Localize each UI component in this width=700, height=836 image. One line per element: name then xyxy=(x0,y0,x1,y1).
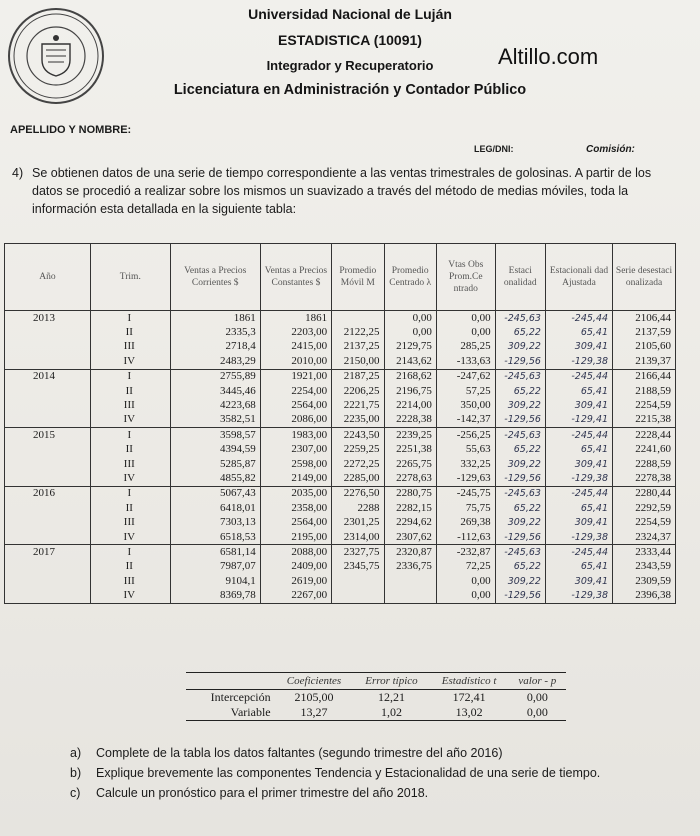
cell-deseasonalized: 2166,44 xyxy=(613,369,676,384)
cell-deseasonalized: 2278,38 xyxy=(613,471,676,486)
cell-year: 2013 xyxy=(5,311,91,326)
cell-deseasonalized: 2139,37 xyxy=(613,354,676,369)
cell-deseasonalized: 2309,59 xyxy=(613,574,676,588)
cell-constant-sales: 2035,00 xyxy=(260,486,331,501)
question-item xyxy=(70,766,690,786)
regression-header-row xyxy=(186,673,566,690)
question-letter: a) xyxy=(70,746,82,760)
header-quarter: Trim. xyxy=(90,244,170,311)
cell-year xyxy=(5,515,91,529)
cell-quarter: II xyxy=(90,325,170,339)
cell-moving-average: 2276,50 xyxy=(332,486,384,501)
cell-deseasonalized: 2343,59 xyxy=(613,560,676,574)
cell-constant-sales: 2195,00 xyxy=(260,530,331,545)
cell-quarter: I xyxy=(90,545,170,560)
cell-constant-sales: 2254,00 xyxy=(260,384,331,398)
cell-moving-average: 2259,25 xyxy=(332,443,384,457)
cell-centered-average: 2307,62 xyxy=(384,530,436,545)
question-list xyxy=(70,746,690,806)
cell-seasonality: -245,63 xyxy=(495,545,545,560)
cell-obs-ratio: -133,63 xyxy=(436,354,495,369)
cell-moving-average: 2285,00 xyxy=(332,471,384,486)
cell-obs-ratio: 0,00 xyxy=(436,574,495,588)
table-row xyxy=(5,340,676,354)
cell-adjusted-seasonality: 65,41 xyxy=(545,501,612,515)
cell-constant-sales: 2409,00 xyxy=(260,560,331,574)
cell-centered-average: 2336,75 xyxy=(384,560,436,574)
cell-centered-average: 2278,63 xyxy=(384,471,436,486)
cell-seasonality: -245,63 xyxy=(495,311,545,326)
cell-moving-average: 2243,50 xyxy=(332,428,384,443)
cell-deseasonalized: 2288,59 xyxy=(613,457,676,471)
cell-current-sales: 6518,53 xyxy=(170,530,260,545)
question-letter: b) xyxy=(70,766,82,780)
table-row xyxy=(5,515,676,529)
cell-adjusted-seasonality: -129,38 xyxy=(545,471,612,486)
cell-moving-average: 2150,00 xyxy=(332,354,384,369)
cell-seasonality: 65,22 xyxy=(495,384,545,398)
cell-constant-sales: 1983,00 xyxy=(260,428,331,443)
cell-obs-ratio: 285,25 xyxy=(436,340,495,354)
regression-p: 0,00 xyxy=(509,705,566,721)
regression-header-t: Estadístico t xyxy=(430,673,509,690)
cell-obs-ratio: 57,25 xyxy=(436,384,495,398)
cell-moving-average: 2137,25 xyxy=(332,340,384,354)
cell-current-sales: 2335,3 xyxy=(170,325,260,339)
problem-number: 4) xyxy=(12,166,24,180)
student-name-label: APELLIDO Y NOMBRE: xyxy=(10,124,132,136)
question-text: Complete de la tabla los datos faltantes (segundo trimestre del año 2016) xyxy=(96,746,503,760)
cell-quarter: II xyxy=(90,443,170,457)
cell-quarter: I xyxy=(90,486,170,501)
cell-moving-average: 2221,75 xyxy=(332,398,384,412)
table-row xyxy=(5,457,676,471)
cell-current-sales: 6581,14 xyxy=(170,545,260,560)
cell-adjusted-seasonality: 309,41 xyxy=(545,340,612,354)
cell-constant-sales: 2564,00 xyxy=(260,398,331,412)
cell-quarter: II xyxy=(90,560,170,574)
header-seasonality: Estaci onalidad xyxy=(495,244,545,311)
cell-constant-sales: 2088,00 xyxy=(260,545,331,560)
cell-year xyxy=(5,560,91,574)
cell-moving-average: 2206,25 xyxy=(332,384,384,398)
cell-year: 2017 xyxy=(5,545,91,560)
cell-year: 2015 xyxy=(5,428,91,443)
cell-seasonality: 309,22 xyxy=(495,340,545,354)
cell-current-sales: 2483,29 xyxy=(170,354,260,369)
table-row xyxy=(5,413,676,428)
table-row xyxy=(5,501,676,515)
cell-obs-ratio: -256,25 xyxy=(436,428,495,443)
header-year: Año xyxy=(5,244,91,311)
cell-centered-average: 2320,87 xyxy=(384,545,436,560)
cell-adjusted-seasonality: -129,41 xyxy=(545,413,612,428)
cell-obs-ratio: -129,63 xyxy=(436,471,495,486)
regression-header-se: Error típico xyxy=(353,673,429,690)
cell-quarter: III xyxy=(90,457,170,471)
cell-moving-average: 2235,00 xyxy=(332,413,384,428)
cell-seasonality: 309,22 xyxy=(495,398,545,412)
cell-adjusted-seasonality: 65,41 xyxy=(545,560,612,574)
cell-year xyxy=(5,340,91,354)
cell-current-sales: 6418,01 xyxy=(170,501,260,515)
cell-adjusted-seasonality: -245,44 xyxy=(545,311,612,326)
cell-moving-average xyxy=(332,574,384,588)
cell-quarter: I xyxy=(90,428,170,443)
cell-year xyxy=(5,530,91,545)
cell-adjusted-seasonality: 309,41 xyxy=(545,515,612,529)
cell-centered-average xyxy=(384,574,436,588)
header-centered-average: Promedio Centrado λ xyxy=(384,244,436,311)
cell-constant-sales: 2598,00 xyxy=(260,457,331,471)
cell-current-sales: 3445,46 xyxy=(170,384,260,398)
cell-seasonality: 65,22 xyxy=(495,325,545,339)
cell-deseasonalized: 2137,59 xyxy=(613,325,676,339)
question-text: Calcule un pronóstico para el primer trimestre del año 2018. xyxy=(96,786,429,800)
regression-row xyxy=(186,705,566,721)
cell-year xyxy=(5,443,91,457)
cell-constant-sales: 2267,00 xyxy=(260,588,331,603)
cell-current-sales: 9104,1 xyxy=(170,574,260,588)
cell-obs-ratio: 75,75 xyxy=(436,501,495,515)
commission-label: Comisión: xyxy=(586,144,635,155)
cell-centered-average: 2280,75 xyxy=(384,486,436,501)
header-current-sales: Ventas a Precios Corrientes $ xyxy=(170,244,260,311)
cell-constant-sales: 2149,00 xyxy=(260,471,331,486)
cell-deseasonalized: 2280,44 xyxy=(613,486,676,501)
cell-year xyxy=(5,354,91,369)
cell-current-sales: 4855,82 xyxy=(170,471,260,486)
cell-moving-average: 2272,25 xyxy=(332,457,384,471)
cell-deseasonalized: 2215,38 xyxy=(613,413,676,428)
cell-deseasonalized: 2228,44 xyxy=(613,428,676,443)
table-row xyxy=(5,530,676,545)
header-moving-average: Promedio Móvil M xyxy=(332,244,384,311)
table-row xyxy=(5,369,676,384)
leg-dni-label: LEG/DNI: xyxy=(474,144,514,154)
cell-constant-sales: 2564,00 xyxy=(260,515,331,529)
question-item xyxy=(70,746,690,766)
cell-deseasonalized: 2292,59 xyxy=(613,501,676,515)
table-row xyxy=(5,354,676,369)
cell-current-sales: 2718,4 xyxy=(170,340,260,354)
time-series-table xyxy=(4,243,676,604)
cell-adjusted-seasonality: -129,38 xyxy=(545,354,612,369)
regression-header-coef: Coeficientes xyxy=(275,673,354,690)
cell-seasonality: 65,22 xyxy=(495,443,545,457)
cell-seasonality: -129,56 xyxy=(495,471,545,486)
cell-quarter: IV xyxy=(90,471,170,486)
cell-obs-ratio: -245,75 xyxy=(436,486,495,501)
cell-quarter: IV xyxy=(90,588,170,603)
cell-centered-average: 2143,62 xyxy=(384,354,436,369)
cell-adjusted-seasonality: 65,41 xyxy=(545,325,612,339)
regression-p: 0,00 xyxy=(526,690,548,704)
cell-quarter: III xyxy=(90,515,170,529)
cell-obs-ratio: 0,00 xyxy=(436,311,495,326)
regression-label: Variable xyxy=(186,705,275,721)
cell-deseasonalized: 2333,44 xyxy=(613,545,676,560)
cell-obs-ratio: 350,00 xyxy=(436,398,495,412)
cell-moving-average: 2301,25 xyxy=(332,515,384,529)
regression-table xyxy=(186,672,566,721)
cell-centered-average xyxy=(384,588,436,603)
cell-seasonality: 65,22 xyxy=(495,560,545,574)
cell-deseasonalized: 2396,38 xyxy=(613,588,676,603)
cell-deseasonalized: 2324,37 xyxy=(613,530,676,545)
cell-current-sales: 5285,87 xyxy=(170,457,260,471)
cell-quarter: IV xyxy=(90,530,170,545)
cell-adjusted-seasonality: 65,41 xyxy=(545,443,612,457)
cell-moving-average: 2187,25 xyxy=(332,369,384,384)
cell-centered-average: 2168,62 xyxy=(384,369,436,384)
cell-current-sales: 7987,07 xyxy=(170,560,260,574)
table-row xyxy=(5,574,676,588)
cell-moving-average: 2314,00 xyxy=(332,530,384,545)
cell-obs-ratio: 55,63 xyxy=(436,443,495,457)
cell-year xyxy=(5,398,91,412)
table-row xyxy=(5,486,676,501)
cell-adjusted-seasonality: -245,44 xyxy=(545,486,612,501)
cell-obs-ratio: 269,38 xyxy=(436,515,495,529)
cell-obs-ratio: 72,25 xyxy=(436,560,495,574)
degree-title: Licenciatura en Administración y Contador Público xyxy=(173,82,527,98)
cell-constant-sales: 2415,00 xyxy=(260,340,331,354)
cell-seasonality: -245,63 xyxy=(495,486,545,501)
cell-year xyxy=(5,471,91,486)
cell-current-sales: 1861 xyxy=(170,311,260,326)
cell-constant-sales: 1921,00 xyxy=(260,369,331,384)
cell-seasonality: 65,22 xyxy=(495,501,545,515)
cell-adjusted-seasonality: 309,41 xyxy=(545,457,612,471)
cell-quarter: I xyxy=(90,311,170,326)
table-row xyxy=(5,384,676,398)
cell-year xyxy=(5,457,91,471)
cell-centered-average: 2265,75 xyxy=(384,457,436,471)
cell-quarter: II xyxy=(90,501,170,515)
table-row xyxy=(5,560,676,574)
table-row xyxy=(5,545,676,560)
cell-current-sales: 5067,43 xyxy=(170,486,260,501)
cell-centered-average: 2129,75 xyxy=(384,340,436,354)
cell-year xyxy=(5,325,91,339)
watermark: Altillo.com xyxy=(498,44,599,69)
table-row xyxy=(5,471,676,486)
cell-quarter: I xyxy=(90,369,170,384)
cell-moving-average: 2327,75 xyxy=(332,545,384,560)
cell-constant-sales: 2086,00 xyxy=(260,413,331,428)
cell-year: 2014 xyxy=(5,369,91,384)
cell-adjusted-seasonality: -129,38 xyxy=(545,588,612,603)
cell-adjusted-seasonality: -245,44 xyxy=(545,545,612,560)
cell-obs-ratio: -142,37 xyxy=(436,413,495,428)
cell-current-sales: 2755,89 xyxy=(170,369,260,384)
cell-centered-average: 0,00 xyxy=(384,311,436,326)
cell-constant-sales: 2358,00 xyxy=(260,501,331,515)
question-text: Explique brevemente las componentes Tendencia y Estacionalidad de una serie de tiempo. xyxy=(96,766,601,780)
cell-quarter: IV xyxy=(90,354,170,369)
cell-current-sales: 7303,13 xyxy=(170,515,260,529)
cell-centered-average: 2251,38 xyxy=(384,443,436,457)
cell-year xyxy=(5,574,91,588)
table-header-row xyxy=(5,244,676,311)
cell-quarter: II xyxy=(90,384,170,398)
cell-seasonality: 309,22 xyxy=(495,574,545,588)
cell-obs-ratio: -112,63 xyxy=(436,530,495,545)
table-row xyxy=(5,428,676,443)
header-constant-sales: Ventas a Precios Constantes $ xyxy=(260,244,331,311)
cell-quarter: III xyxy=(90,340,170,354)
cell-obs-ratio: 0,00 xyxy=(436,588,495,603)
problem-text: Se obtienen datos de una serie de tiempo correspondiente a las ventas trimestrales de golosinas. A partir de los datos se procedió a realizar sobre los mismos un suavizado a través del método de medias móviles, toda la información esta detallada en la siguiente tabla: xyxy=(32,166,652,216)
cell-quarter: IV xyxy=(90,413,170,428)
header-deseasonalized: Serie desestaci onalizada xyxy=(613,244,676,311)
cell-moving-average: 2122,25 xyxy=(332,325,384,339)
cell-seasonality: 309,22 xyxy=(495,515,545,529)
cell-seasonality: -245,63 xyxy=(495,428,545,443)
table-row xyxy=(5,311,676,326)
cell-obs-ratio: 0,00 xyxy=(436,325,495,339)
regression-se: 1,02 xyxy=(353,705,429,721)
regression-coef: 2105,00 xyxy=(294,690,334,704)
regression-header-p: valor - p xyxy=(509,673,566,690)
cell-year xyxy=(5,501,91,515)
cell-current-sales: 8369,78 xyxy=(170,588,260,603)
regression-se: 12,21 xyxy=(377,690,405,704)
cell-quarter: III xyxy=(90,574,170,588)
table-row xyxy=(5,588,676,603)
cell-current-sales: 3582,51 xyxy=(170,413,260,428)
cell-deseasonalized: 2254,59 xyxy=(613,515,676,529)
cell-deseasonalized: 2188,59 xyxy=(613,384,676,398)
cell-centered-average: 2196,75 xyxy=(384,384,436,398)
cell-centered-average: 2239,25 xyxy=(384,428,436,443)
cell-deseasonalized: 2105,60 xyxy=(613,340,676,354)
cell-seasonality: -245,63 xyxy=(495,369,545,384)
cell-moving-average: 2345,75 xyxy=(332,560,384,574)
cell-year xyxy=(5,384,91,398)
cell-adjusted-seasonality: -129,38 xyxy=(545,530,612,545)
cell-deseasonalized: 2241,60 xyxy=(613,443,676,457)
cell-centered-average: 2214,00 xyxy=(384,398,436,412)
table-row xyxy=(5,398,676,412)
course-title: ESTADISTICA (10091) xyxy=(278,32,422,48)
cell-year xyxy=(5,413,91,428)
cell-adjusted-seasonality: 309,41 xyxy=(545,398,612,412)
cell-adjusted-seasonality: -245,44 xyxy=(545,369,612,384)
cell-constant-sales: 2203,00 xyxy=(260,325,331,339)
cell-seasonality: -129,56 xyxy=(495,588,545,603)
cell-centered-average: 2282,15 xyxy=(384,501,436,515)
regression-label: Intercepción xyxy=(210,690,271,704)
cell-adjusted-seasonality: 309,41 xyxy=(545,574,612,588)
cell-seasonality: -129,56 xyxy=(495,530,545,545)
cell-centered-average: 2228,38 xyxy=(384,413,436,428)
table-row xyxy=(5,325,676,339)
header-obs-ratio: Vtas Obs Prom.Ce ntrado xyxy=(436,244,495,311)
cell-seasonality: 309,22 xyxy=(495,457,545,471)
cell-year xyxy=(5,588,91,603)
table-row xyxy=(5,443,676,457)
cell-current-sales: 3598,57 xyxy=(170,428,260,443)
cell-year: 2016 xyxy=(5,486,91,501)
cell-seasonality: -129,56 xyxy=(495,413,545,428)
cell-centered-average: 2294,62 xyxy=(384,515,436,529)
cell-moving-average xyxy=(332,588,384,603)
cell-constant-sales: 1861 xyxy=(260,311,331,326)
cell-moving-average: 2288 xyxy=(332,501,384,515)
exam-type: Integrador y Recuperatorio xyxy=(266,58,434,73)
cell-obs-ratio: -247,62 xyxy=(436,369,495,384)
seal-emblem-icon xyxy=(10,10,102,102)
cell-constant-sales: 2619,00 xyxy=(260,574,331,588)
regression-coef: 13,27 xyxy=(275,705,354,721)
university-name: Universidad Nacional de Luján xyxy=(248,6,452,22)
cell-current-sales: 4223,68 xyxy=(170,398,260,412)
cell-adjusted-seasonality: -245,44 xyxy=(545,428,612,443)
cell-quarter: III xyxy=(90,398,170,412)
cell-deseasonalized: 2254,59 xyxy=(613,398,676,412)
question-item xyxy=(70,786,690,806)
regression-t: 172,41 xyxy=(452,690,486,704)
regression-row xyxy=(186,690,566,706)
university-seal xyxy=(8,8,104,104)
regression-t: 13,02 xyxy=(430,705,509,721)
cell-constant-sales: 2307,00 xyxy=(260,443,331,457)
cell-seasonality: -129,56 xyxy=(495,354,545,369)
cell-moving-average xyxy=(332,311,384,326)
cell-adjusted-seasonality: 65,41 xyxy=(545,384,612,398)
cell-centered-average: 0,00 xyxy=(384,325,436,339)
cell-constant-sales: 2010,00 xyxy=(260,354,331,369)
regression-header-blank xyxy=(186,673,275,690)
header-adjusted-seasonality: Estacionali dad Ajustada xyxy=(545,244,612,311)
question-letter: c) xyxy=(70,786,81,800)
cell-obs-ratio: -232,87 xyxy=(436,545,495,560)
cell-obs-ratio: 332,25 xyxy=(436,457,495,471)
cell-deseasonalized: 2106,44 xyxy=(613,311,676,326)
cell-current-sales: 4394,59 xyxy=(170,443,260,457)
